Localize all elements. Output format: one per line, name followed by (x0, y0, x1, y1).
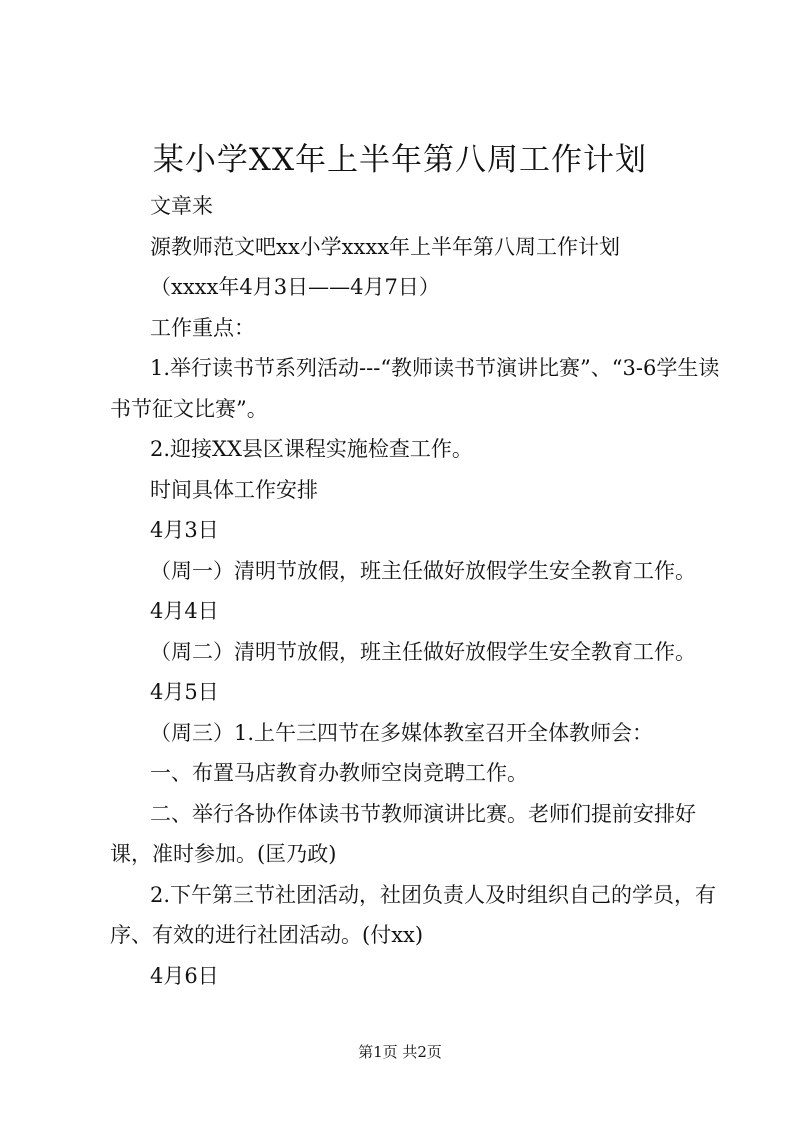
paragraph-schedule-heading: 时间具体工作安排 (150, 477, 318, 502)
paragraph-apr5-item1a: 一、布置马店教育办教师空岗竞聘工作。 (150, 761, 528, 785)
paragraph-apr5-item1b: 二、举行各协作体读书节教师演讲比赛。老师们提前安排好课，准时参加。(匡乃政) (110, 801, 696, 866)
paragraph-focus-heading: 工作重点： (150, 315, 255, 340)
paragraph-apr3-detail: （周一）清明节放假，班主任做好放假学生安全教育工作。 (150, 558, 696, 583)
paragraph-date-apr6: 4月6日 (150, 963, 219, 988)
paragraph-apr5-item2: 2.下午第三节社团活动，社团负责人及时组织自己的学员，有序、有效的进行社团活动。(付xx) (110, 882, 717, 947)
document-body (110, 186, 720, 996)
paragraph-source: 源教师范文吧xx小学xxxx年上半年第八周工作计划 (150, 234, 621, 259)
paragraph-date-apr3: 4月3日 (150, 518, 219, 542)
paragraph-date-range: （xxxx年4月3日——4月7日） (150, 275, 440, 299)
paragraph-focus-2: 2.迎接XX县区课程实施检查工作。 (150, 437, 473, 461)
paragraph-apr4-detail: （周二）清明节放假，班主任做好放假学生安全教育工作。 (150, 639, 696, 664)
paragraph-focus-1: 1.举行读书节系列活动---“教师读书节演讲比赛”、“3-6学生读书节征文比赛”。 (110, 356, 720, 421)
page-footer: 第1页 共2页 (358, 1043, 442, 1061)
paragraph-apr5-item1: （周三）1.上午三四节在多媒体教室召开全体教师会： (150, 720, 654, 745)
paragraph-date-apr4: 4月4日 (150, 599, 219, 623)
document-title: 某小学XX年上半年第八周工作计划 (152, 142, 648, 178)
paragraph-source-prefix: 文章来 (150, 194, 213, 218)
paragraph-date-apr5: 4月5日 (150, 680, 219, 704)
